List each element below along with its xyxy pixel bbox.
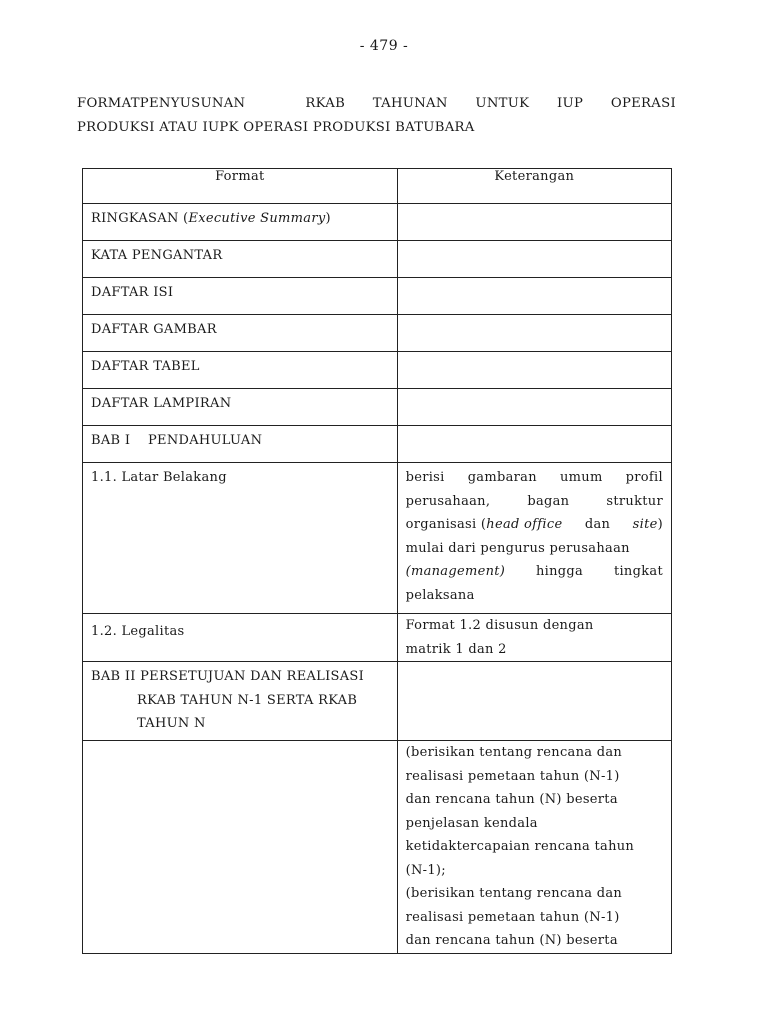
table-header-row bbox=[83, 169, 672, 204]
table-row bbox=[83, 662, 672, 741]
title-line-1 bbox=[77, 92, 676, 116]
title-line-2: PRODUKSI ATAU IUPK OPERASI PRODUKSI BATUBARA bbox=[77, 120, 475, 135]
table-row bbox=[83, 389, 672, 426]
row-bab1: BAB I PENDAHULUAN bbox=[83, 426, 398, 463]
row-kata-pengantar-ket bbox=[397, 241, 671, 278]
row-last-ket: (berisikan tentang rencana dan realisasi pemetaan tahun (N-1) dan rencana tahun (N) beserta penjelasan kendala ketidaktercapaian rencana tahun (N-1); (berisikan tentang rencana dan realisasi pemetaan tahun (N-1) dan rencana tahun (N) beserta bbox=[397, 741, 671, 954]
table-row bbox=[83, 614, 672, 662]
row-daftar-lampiran: DAFTAR LAMPIRAN bbox=[83, 389, 398, 426]
row-bab2-ket bbox=[397, 662, 671, 741]
header-format: Format bbox=[83, 169, 398, 204]
page-number: - 479 - bbox=[359, 38, 409, 54]
row-daftar-tabel-ket bbox=[397, 352, 671, 389]
row-daftar-lampiran-ket bbox=[397, 389, 671, 426]
format-table bbox=[82, 168, 672, 954]
row-last-format bbox=[83, 741, 398, 954]
row-kata-pengantar: KATA PENGANTAR bbox=[83, 241, 398, 278]
title-word: IUP bbox=[557, 96, 584, 111]
title-word: FORMATPENYUSUNAN bbox=[77, 96, 246, 111]
header-keterangan: Keterangan bbox=[397, 169, 671, 204]
table-row bbox=[83, 426, 672, 463]
row-daftar-isi: DAFTAR ISI bbox=[83, 278, 398, 315]
row-bab1-ket bbox=[397, 426, 671, 463]
row-daftar-isi-ket bbox=[397, 278, 671, 315]
table-row bbox=[83, 241, 672, 278]
title-word: UNTUK bbox=[475, 96, 530, 111]
table-row bbox=[83, 278, 672, 315]
table-row bbox=[83, 204, 672, 241]
table-row bbox=[83, 463, 672, 614]
document-title bbox=[77, 92, 676, 140]
row-legalitas: 1.2. Legalitas bbox=[83, 614, 398, 662]
table-row bbox=[83, 315, 672, 352]
row-latar-belakang-ket: berisi gambaran umum profil perusahaan, bagan struktur organisasi (head office dan site) mulai dari pengurus perusahaan (management) hingga tingkat pelaksana bbox=[397, 463, 671, 614]
row-ringkasan: RINGKASAN (Executive Summary) bbox=[83, 204, 398, 241]
table-row bbox=[83, 741, 672, 954]
row-daftar-tabel: DAFTAR TABEL bbox=[83, 352, 398, 389]
title-word: RKAB bbox=[305, 96, 346, 111]
row-daftar-gambar: DAFTAR GAMBAR bbox=[83, 315, 398, 352]
row-bab2: BAB II PERSETUJUAN DAN REALISASI RKAB TAHUN N-1 SERTA RKAB TAHUN N bbox=[83, 662, 398, 741]
title-word: TAHUNAN bbox=[372, 96, 448, 111]
table-row bbox=[83, 352, 672, 389]
row-ringkasan-ket bbox=[397, 204, 671, 241]
row-legalitas-ket: Format 1.2 disusun dengan matrik 1 dan 2 bbox=[397, 614, 671, 662]
row-daftar-gambar-ket bbox=[397, 315, 671, 352]
title-word: OPERASI bbox=[610, 96, 676, 111]
row-latar-belakang: 1.1. Latar Belakang bbox=[83, 463, 398, 614]
